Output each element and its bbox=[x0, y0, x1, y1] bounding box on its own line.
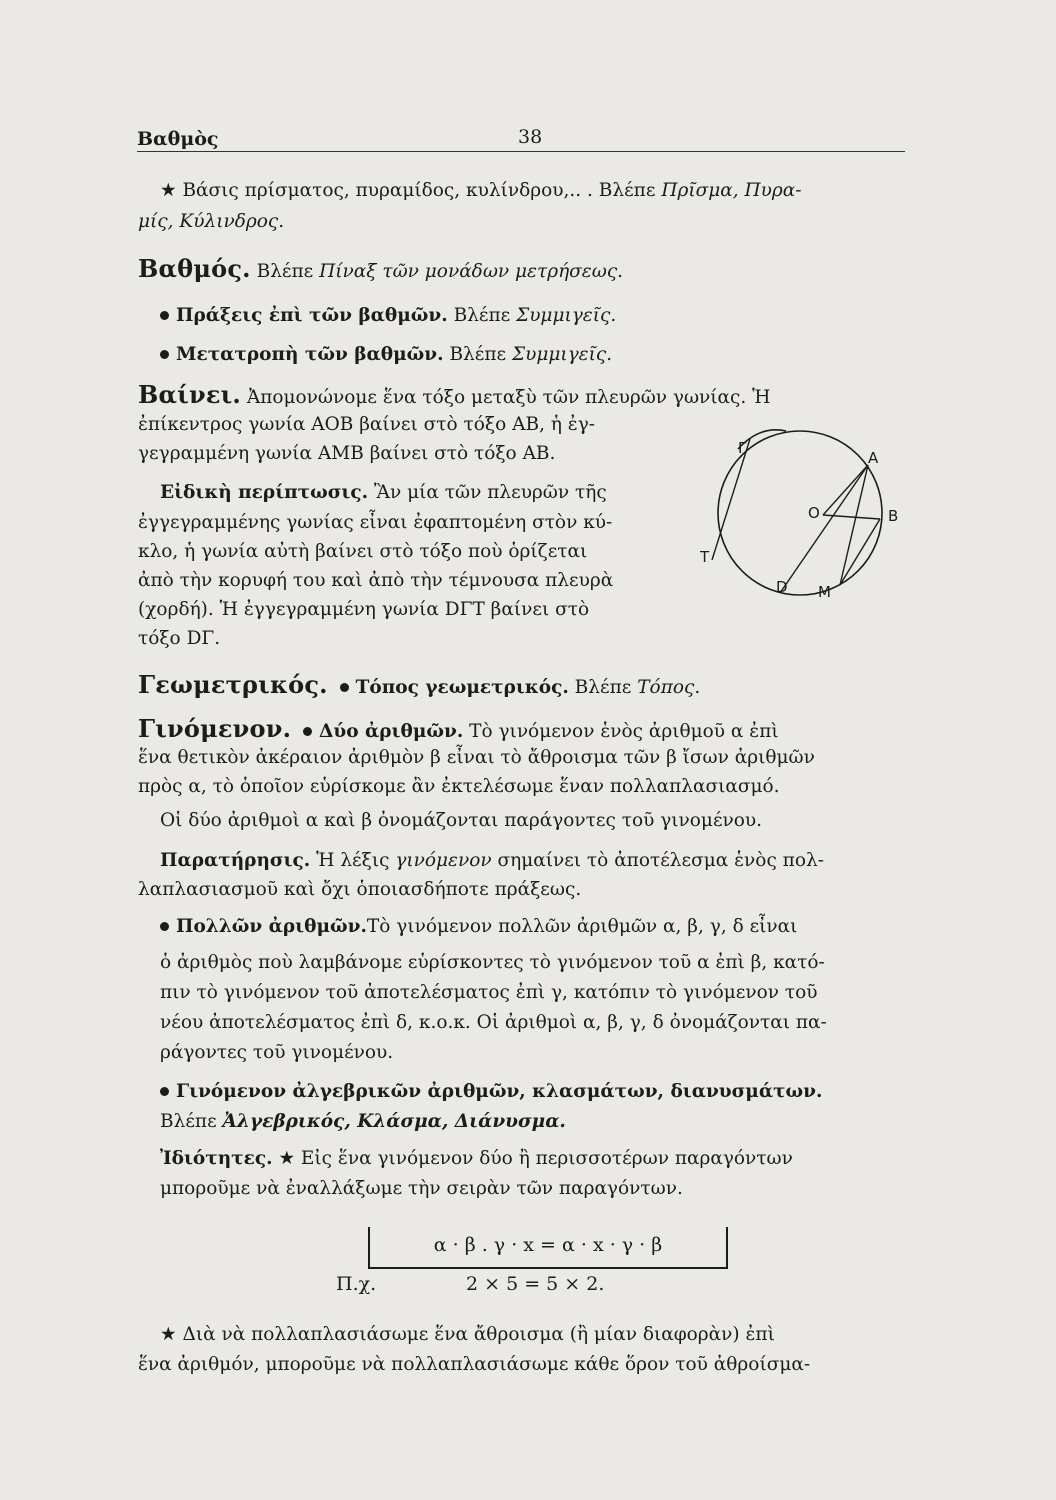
entry-ginomenon-note bbox=[160, 846, 910, 875]
entry-ginomenon-many-line: ὁ ἀριθμὸς ποὺ λαμβάνομε εὑρίσκοντες τὸ γινόμενον τοῦ α ἐπὶ β, κατό- bbox=[160, 952, 825, 973]
entry-ginomenon-line: ἕνα θετικὸν ἀκέραιον ἀριθμὸν β εἶναι τὸ ἄθροισμα τῶν β ἴσων ἀριθμῶν bbox=[138, 747, 815, 768]
entry-ginomenon-note-italic: γινόμενον bbox=[395, 850, 492, 871]
entry-ginomenon-factors: Οἱ δύο ἀριθμοὶ α καὶ β ὀνομάζονται παράγοντες τοῦ γινομένου. bbox=[160, 810, 763, 831]
entry-vathmos bbox=[138, 254, 910, 286]
entry-ginomenon-prop-bold: Ἰδιότητες. bbox=[160, 1148, 273, 1169]
entry-vasis bbox=[160, 176, 910, 205]
tangent-line bbox=[712, 439, 750, 560]
entry-vainei-special-line: (χορδή). Ἡ ἐγγεγραμμένη γωνία DΓT βαίνει στὸ bbox=[138, 599, 590, 620]
bullet-icon bbox=[160, 350, 169, 359]
entry-ginomenon-line: Τὸ γινόμενον ἑνὸς ἀριθμοῦ α ἐπὶ bbox=[463, 721, 779, 742]
formula-commutative: α · β . γ · x = α · x · γ · β bbox=[433, 1234, 663, 1256]
entry-ginomenon-many-line: νέου ἀποτελέσματος ἐπὶ δ, κ.ο.κ. Οἱ ἀριθμοὶ α, β, γ, δ ὀνομάζονται πα- bbox=[160, 1012, 827, 1033]
entry-ginomenon bbox=[138, 714, 910, 746]
entry-vathmos-ref: Πίναξ τῶν μονάδων μετρήσεως. bbox=[319, 261, 624, 282]
entry-ginomenon-prop-line: μποροῦμε νὰ ἐναλλάξωμε τὴν σειρὰν τῶν παραγόντων. bbox=[160, 1178, 683, 1199]
entry-ginomenon-distrib-line: ★ Διὰ νὰ πολλαπλασιάσωμε ἕνα ἄθροισμα (ἢ μίαν διαφορὰν) ἐπὶ bbox=[160, 1324, 775, 1345]
label-o: O bbox=[808, 504, 820, 522]
entry-ginomenon-alg-ref-line bbox=[160, 1107, 910, 1136]
entry-vainei-special-line: ἐγγεγραμμένης γωνίας εἶναι ἐφαπτομένη στὸν κύ- bbox=[138, 512, 613, 533]
label-b: B bbox=[888, 507, 899, 525]
formula-box bbox=[368, 1227, 728, 1269]
chord-ma bbox=[840, 465, 868, 585]
entry-vainei bbox=[138, 380, 910, 412]
entry-vainei-special bbox=[160, 478, 700, 507]
label-d: D bbox=[776, 578, 788, 596]
entry-vainei-special-line: κλο, ἡ γωνία αὐτὴ βαίνει στὸ τόξο ποὺ ὁρίζεται bbox=[138, 541, 588, 562]
entry-ginomenon-bold: Δύο ἀριθμῶν. bbox=[319, 721, 464, 742]
running-header: Βαθμὸς bbox=[137, 128, 219, 150]
entry-vasis-refs: Πρῖσμα, Πυρα- bbox=[661, 180, 802, 201]
entry-geometrikos bbox=[138, 670, 910, 702]
entry-praxeis-text: Βλέπε bbox=[447, 305, 517, 326]
inscribed-angle-figure bbox=[690, 415, 920, 615]
entry-ginomenon-line: πρὸς α, τὸ ὁποῖον εὑρίσκομε ἂν ἐκτελέσωμε ἕναν πολλαπλασιασμό. bbox=[138, 776, 780, 797]
entry-metatropi-bold: Μετατροπὴ τῶν βαθμῶν. bbox=[176, 344, 444, 365]
entry-vainei-special-bold: Εἰδικὴ περίπτωσις. bbox=[160, 482, 369, 503]
entry-vathmos-text: Βλέπε bbox=[250, 261, 320, 282]
bullet-icon bbox=[303, 727, 312, 736]
entry-geometrikos-text: Βλέπε bbox=[568, 677, 638, 698]
entry-ginomenon-alg-bold: Γινόμενον ἀλγεβρικῶν ἀριθμῶν, κλασμάτων, διανυσμάτων. bbox=[176, 1081, 823, 1102]
entry-ginomenon-many-line: Τὸ γινόμενον πολλῶν ἀριθμῶν α, β, γ, δ εἶναι bbox=[366, 916, 798, 937]
entry-ginomenon-prop-line: ★ Εἰς ἕνα γινόμενον δύο ἢ περισσοτέρων παραγόντων bbox=[272, 1148, 793, 1169]
entry-geometrikos-bold: Τόπος γεωμετρικός. bbox=[355, 677, 569, 698]
header-rule bbox=[137, 151, 905, 152]
entry-ginomenon-properties bbox=[160, 1144, 910, 1173]
entry-ginomenon-note-line2: λαπλασιασμοῦ καὶ ὄχι ὁποιασδήποτε πράξεως. bbox=[138, 879, 582, 900]
entry-ginomenon-note-text: σημαίνει τὸ ἀποτέλεσμα ἑνὸς πολ- bbox=[491, 850, 824, 871]
bullet-icon bbox=[160, 922, 169, 931]
entry-ginomenon-distrib-line: ἕνα ἀριθμόν, μποροῦμε νὰ πολλαπλασιάσωμε κάθε ὅρον τοῦ ἀθροίσμα- bbox=[138, 1354, 811, 1375]
entry-vathmos-lead: Βαθμός. bbox=[138, 254, 251, 283]
entry-ginomenon-many bbox=[160, 912, 910, 941]
page-number: 38 bbox=[518, 126, 543, 148]
entry-metatropi-text: Βλέπε bbox=[443, 344, 512, 365]
entry-ginomenon-lead: Γινόμενον. bbox=[138, 714, 292, 743]
entry-ginomenon-note-text: Ἡ λέξις bbox=[310, 850, 396, 871]
entry-vainei-special-line: Ἂν μία τῶν πλευρῶν τῆς bbox=[368, 482, 607, 503]
entry-vasis-line2 bbox=[138, 207, 910, 236]
label-gamma: Γ bbox=[738, 439, 747, 457]
label-t: T bbox=[700, 548, 710, 566]
entry-geometrikos-ref: Τόπος. bbox=[637, 677, 701, 698]
entry-vasis-text: ★ Βάσις πρίσματος, πυραμίδος, κυλίνδρου,.. . Βλέπε bbox=[160, 180, 662, 201]
entry-praxeis-ref: Συμμιγεῖς. bbox=[516, 305, 617, 326]
entry-vainei-special-line: τόξο DΓ. bbox=[138, 628, 221, 649]
label-a: A bbox=[868, 449, 879, 467]
entry-ginomenon-algebraic bbox=[160, 1077, 910, 1106]
example-value: 2 × 5 = 5 × 2. bbox=[466, 1273, 605, 1295]
entry-vainei-line: ἐπίκεντρος γωνία AOB βαίνει στὸ τόξο AB, ἡ ἐγ- bbox=[138, 414, 596, 435]
entry-ginomenon-many-bold: Πολλῶν ἀριθμῶν. bbox=[176, 916, 367, 937]
entry-vainei-line: γεγραμμένη γωνία AMB βαίνει στὸ τόξο AB. bbox=[138, 443, 556, 464]
chord-mb bbox=[840, 519, 880, 585]
entry-ginomenon-alg-text: Βλέπε bbox=[160, 1111, 223, 1132]
bullet-icon bbox=[160, 311, 169, 320]
entry-vasis-refs-2: μίς, Κύλινδρος. bbox=[138, 211, 285, 232]
entry-vainei-lead: Βαίνει. bbox=[138, 380, 241, 409]
example-label: Π.χ. bbox=[336, 1273, 377, 1295]
label-m: M bbox=[818, 583, 831, 601]
entry-praxeis bbox=[160, 301, 910, 330]
entry-ginomenon-alg-ref: Ἀλγεβρικός, Κλάσμα, Διάνυσμα. bbox=[222, 1111, 566, 1132]
entry-ginomenon-many-line: πιν τὸ γινόμενον τοῦ ἀποτελέσματος ἐπὶ γ, κατόπιν τὸ γινόμενον τοῦ bbox=[160, 982, 818, 1003]
entry-ginomenon-note-bold: Παρατήρησις. bbox=[160, 850, 311, 871]
entry-vainei-special-line: ἀπὸ τὴν κορυφή του καὶ ἀπὸ τὴν τέμνουσα πλευρὰ bbox=[138, 570, 614, 591]
entry-geometrikos-lead: Γεωμετρικός. bbox=[138, 670, 328, 699]
entry-ginomenon-many-line: ράγοντες τοῦ γινομένου. bbox=[160, 1042, 394, 1063]
entry-vainei-line: Ἀπομονώνομε ἕνα τόξο μεταξὺ τῶν πλευρῶν γωνίας. Ἡ bbox=[240, 387, 771, 408]
bullet-icon bbox=[160, 1087, 169, 1096]
entry-praxeis-bold: Πράξεις ἐπὶ τῶν βαθμῶν. bbox=[176, 305, 448, 326]
radius-oa bbox=[823, 465, 868, 515]
bullet-icon bbox=[340, 683, 349, 692]
entry-metatropi bbox=[160, 340, 910, 369]
entry-metatropi-ref: Συμμιγεῖς. bbox=[512, 344, 613, 365]
